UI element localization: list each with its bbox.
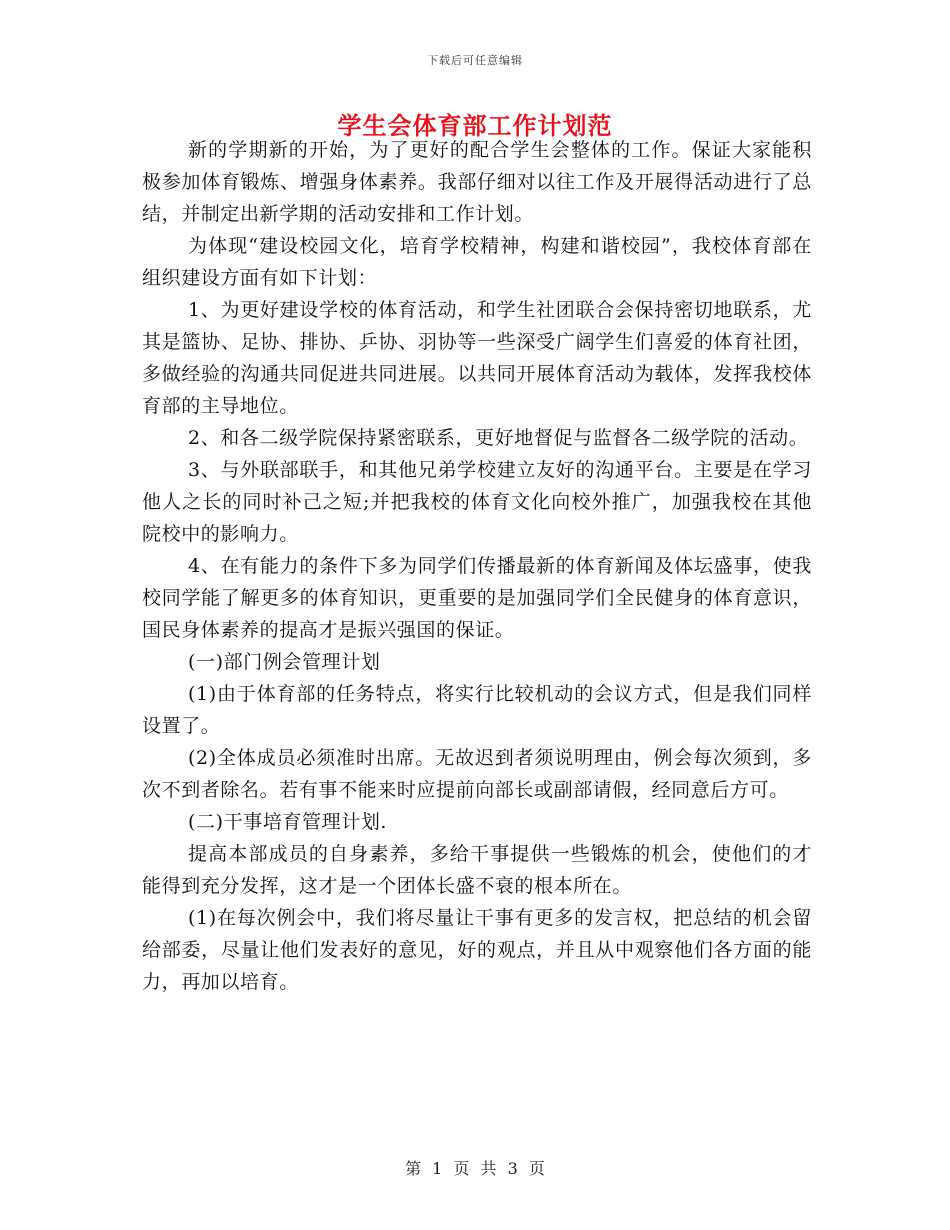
training-intro-paragraph: 提高本部成员的自身素养，多给干事提供一些锻炼的机会，使他们的才能得到充分发挥，这才是一个团体长盛不衰的根本所在。 — [142, 843, 812, 897]
plan-item-3: 3、与外联部联手，和其他兄弟学校建立友好的沟通平台。主要是在学习他人之长的同时补己之短;并把我校的体育文化向校外推广，加强我校在其他院校中的影响力。 — [142, 459, 812, 545]
meeting-rule-1: (1)由于体育部的任务特点，将实行比较机动的会议方式，但是我们同样设置了。 — [142, 683, 812, 737]
plan-item-2: 2、和各二级学院保持紧密联系，更好地督促与监督各二级学院的活动。 — [188, 427, 809, 449]
document-body — [142, 134, 812, 998]
section-heading-training: (二)干事培育管理计划. — [188, 811, 388, 833]
header-note: 下载后可任意编辑 — [427, 54, 523, 67]
training-rule-1: (1)在每次例会中，我们将尽量让干事有更多的发言权，把总结的机会留给部委，尽量让他们发表好的意见，好的观点，并且从中观察他们各方面的能力，再加以培育。 — [142, 907, 812, 993]
section-heading-meeting: (一)部门例会管理计划 — [188, 651, 381, 673]
intro-paragraph: 新的学期新的开始，为了更好的配合学生会整体的工作。保证大家能积极参加体育锻炼、增强身体素养。我部仔细对以往工作及开展得活动进行了总结，并制定出新学期的活动安排和工作计划。 — [142, 139, 812, 225]
plan-item-4: 4、在有能力的条件下多为同学们传播最新的体育新闻及体坛盛事，使我校同学能了解更多的体育知识，更重要的是加强同学们全民健身的体育意识，国民身体素养的提高才是振兴强国的保证。 — [142, 555, 812, 641]
page-footer: 第 1 页 共 3 页 — [405, 1159, 545, 1178]
organization-plan-paragraph: 为体现“建设校园文化，培育学校精神，构建和谐校园”，我校体育部在组织建设方面有如下计划： — [142, 235, 812, 289]
meeting-rule-2: (2)全体成员必须准时出席。无故迟到者须说明理由，例会每次须到，多次不到者除名。若有事不能来时应提前向部长或副部请假，经同意后方可。 — [142, 747, 812, 801]
plan-item-1: 1、为更好建设学校的体育活动，和学生社团联合会保持密切地联系，尤其是篮协、足协、排协、乒协、羽协等一些深受广阔学生们喜爱的体育社团，多做经验的沟通共同促进共同进展。以共同开展体育活动为载体，发挥我校体育部的主导地位。 — [142, 299, 812, 417]
document-title: 学生会体育部工作计划范 — [337, 111, 613, 140]
